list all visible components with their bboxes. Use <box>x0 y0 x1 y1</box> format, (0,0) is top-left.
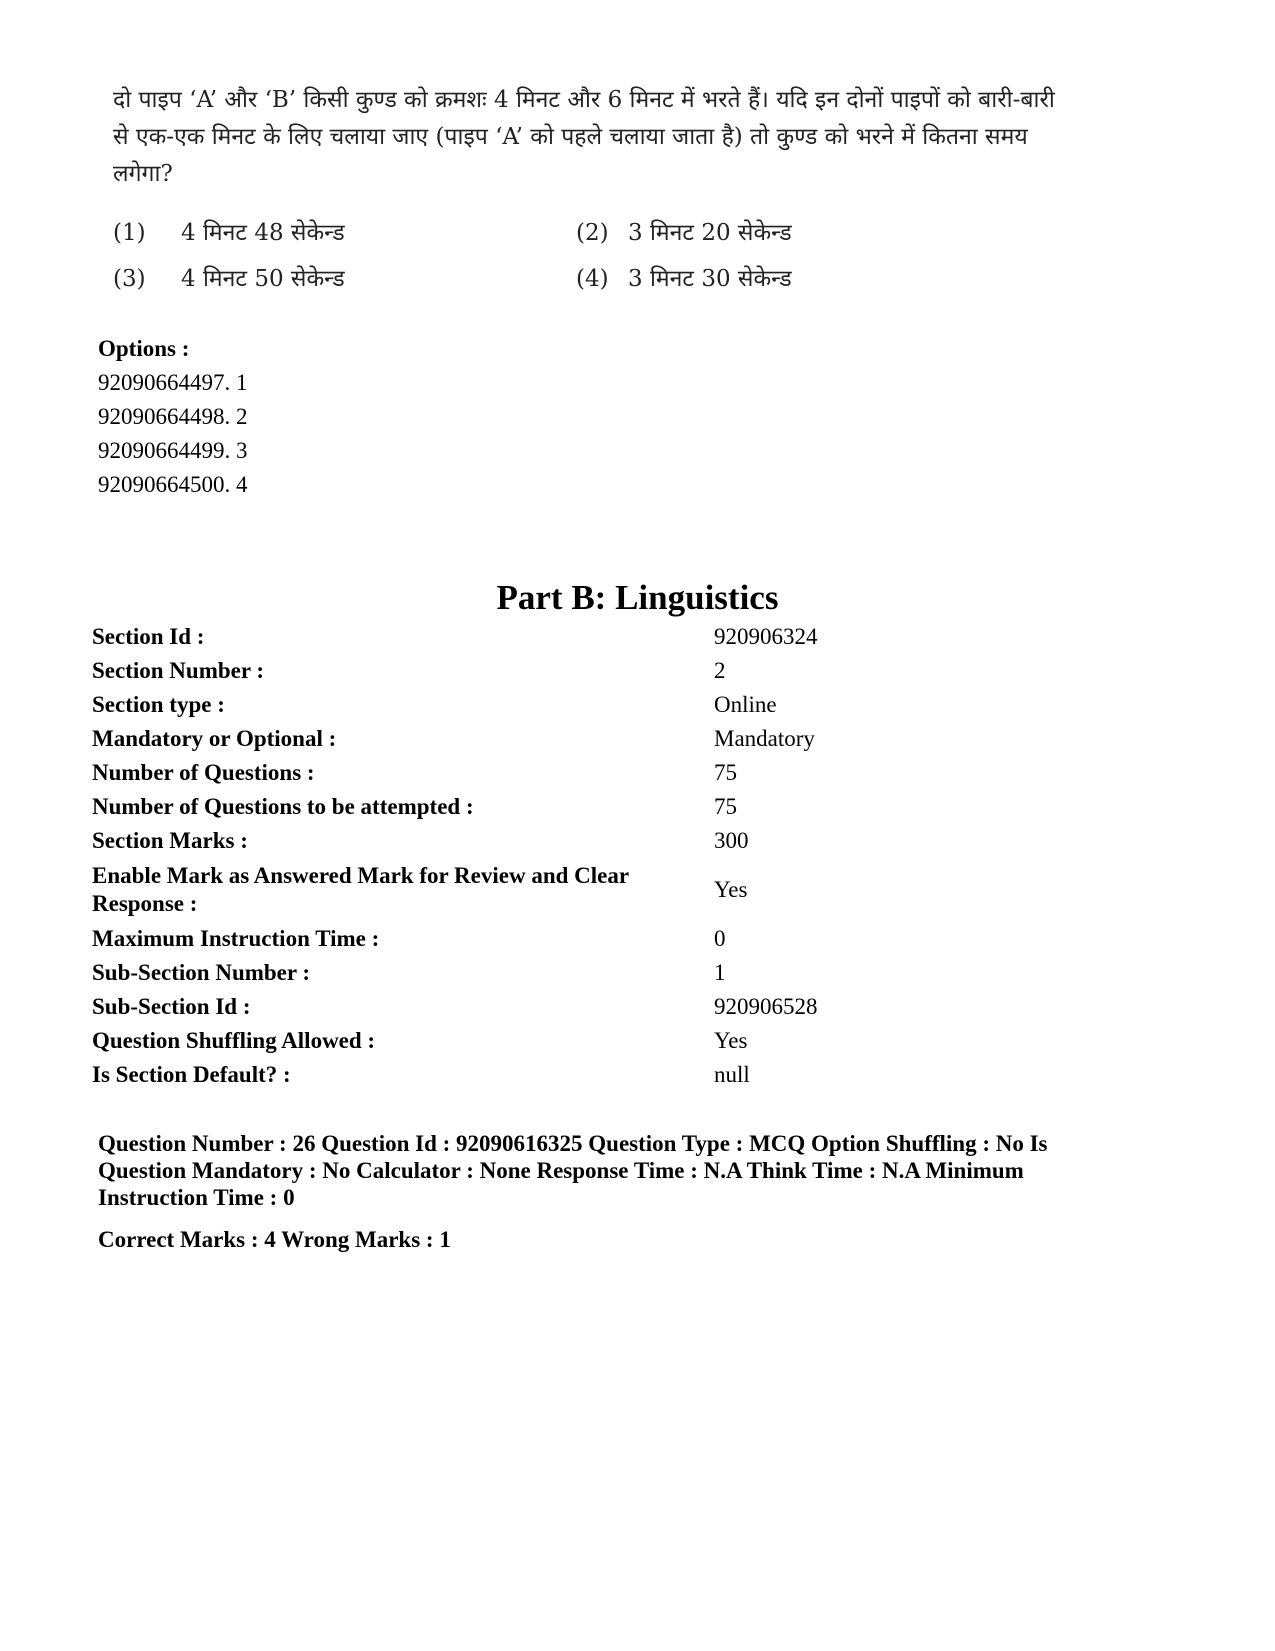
row-value: 920906528 <box>714 994 818 1019</box>
table-row <box>92 620 818 654</box>
option-text: 4 मिनट 48 सेकेन्ड <box>181 220 345 246</box>
row-value: Yes <box>714 877 748 902</box>
hindi-option-2 <box>576 215 792 247</box>
row-label: Section Number : <box>92 658 265 683</box>
row-label: Is Section Default? : <box>92 1062 291 1087</box>
row-value: 1 <box>714 960 726 985</box>
question-metadata: Question Number : 26 Question Id : 92090616325 Question Type : MCQ Option Shuffling : No Is Question Mandatory : No Calculator : None Response Time : N.A Think Time : N.A Minimum Instruction Time : 0 <box>98 1131 1048 1210</box>
table-row <box>92 922 818 956</box>
option-text: 4 मिनट 50 सेकेन्ड <box>181 266 345 292</box>
row-value: 75 <box>714 794 737 819</box>
table-row <box>92 756 818 790</box>
table-row <box>92 956 818 990</box>
row-label: Enable Mark as Answered Mark for Review and Clear Response : <box>92 863 629 916</box>
row-label: Mandatory or Optional : <box>92 726 337 751</box>
row-value: 0 <box>714 926 726 951</box>
part-title: Part B: Linguistics <box>496 578 779 617</box>
section-details-table <box>92 620 818 1092</box>
option-id: 92090664498. 2 <box>98 404 248 429</box>
option-text: 3 मिनट 30 सेकेन्ड <box>628 266 792 292</box>
option-number: (4) <box>576 266 609 292</box>
row-value: Mandatory <box>714 726 815 751</box>
row-value: Online <box>714 692 777 717</box>
row-label: Section Id : <box>92 624 205 649</box>
table-row <box>92 1024 818 1058</box>
row-value: 300 <box>714 828 749 853</box>
row-label: Number of Questions : <box>92 760 315 785</box>
question-text-hindi: दो पाइप ‘A’ और ‘B’ किसी कुण्ड को क्रमशः 4 मिनट और 6 मिनट में भरते हैं। यदि इन दोनों पाइपों को बारी-बारी से एक-एक मिनट के लिए चलाया जाए (पाइप ‘A’ को पहले चलाया जाता है) तो कुण्ड को भरने में कितना समय लगेगा? <box>113 87 1055 187</box>
table-row <box>92 858 818 922</box>
option-id: 92090664499. 3 <box>98 438 248 463</box>
row-label: Sub-Section Number : <box>92 960 311 985</box>
row-label: Section Marks : <box>92 828 248 853</box>
hindi-option-4 <box>576 261 792 293</box>
option-number: (1) <box>113 220 146 246</box>
table-row <box>92 654 818 688</box>
row-label: Question Shuffling Allowed : <box>92 1028 376 1053</box>
row-value: null <box>714 1062 750 1087</box>
row-value: 2 <box>714 658 726 683</box>
option-number: (3) <box>113 266 146 292</box>
row-value: Yes <box>714 1028 748 1053</box>
row-label: Section type : <box>92 692 225 717</box>
options-list <box>98 332 248 502</box>
option-id: 92090664497. 1 <box>98 370 248 395</box>
option-number: (2) <box>576 220 609 246</box>
row-label: Number of Questions to be attempted : <box>92 794 474 819</box>
option-text: 3 मिनट 20 सेकेन्ड <box>628 220 792 246</box>
table-row <box>92 824 818 858</box>
table-row <box>92 990 818 1024</box>
option-id: 92090664500. 4 <box>98 472 248 497</box>
hindi-option-3 <box>113 261 345 293</box>
table-row <box>92 688 818 722</box>
table-row <box>92 790 818 824</box>
table-row <box>92 1058 818 1092</box>
hindi-option-1 <box>113 215 345 247</box>
row-label: Maximum Instruction Time : <box>92 926 380 951</box>
question-marks: Correct Marks : 4 Wrong Marks : 1 <box>98 1227 451 1252</box>
options-title: Options : <box>98 336 190 361</box>
table-row <box>92 722 818 756</box>
row-value: 920906324 <box>714 624 818 649</box>
row-value: 75 <box>714 760 737 785</box>
row-label: Sub-Section Id : <box>92 994 251 1019</box>
